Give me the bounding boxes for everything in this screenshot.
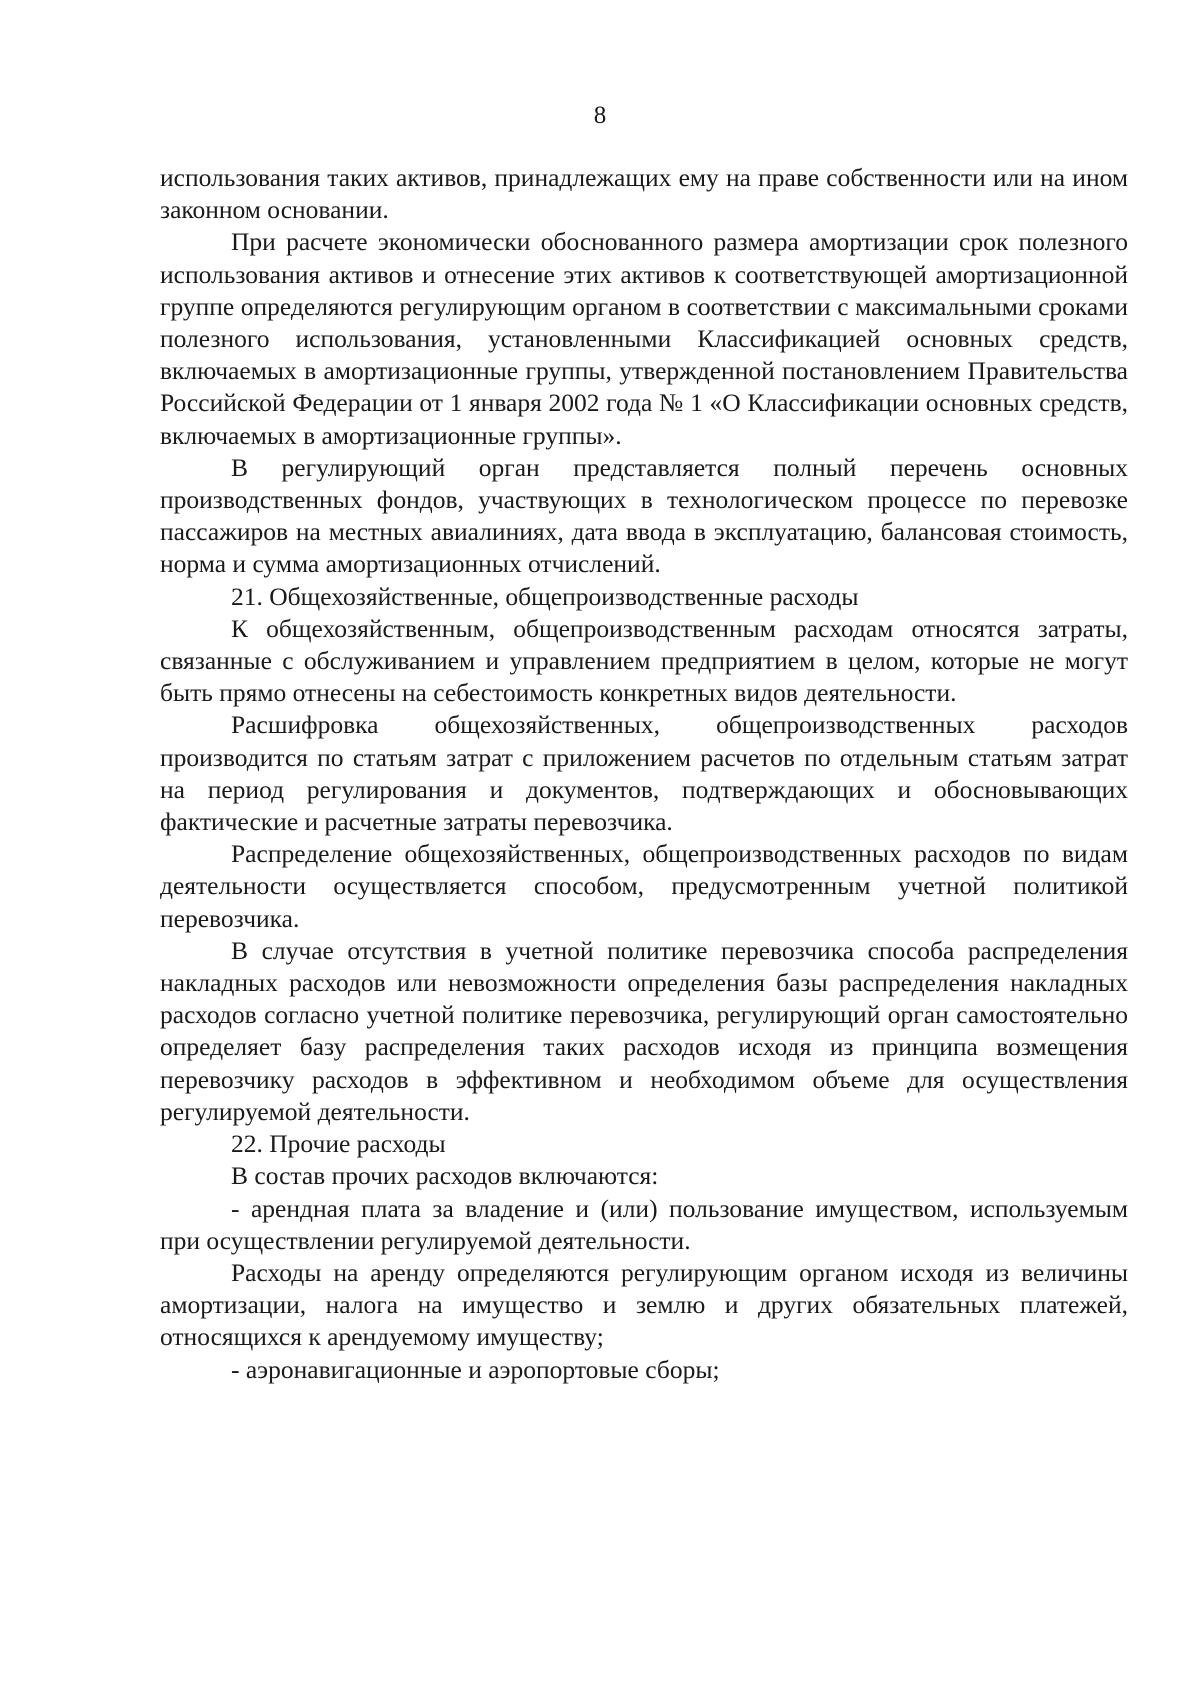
paragraph-amortization-period: При расчете экономически обоснованного размера амортизации срок полезного использования активов и отнесение этих активов к соответствующей амортизационной группе определяются регулирующим органом в соответствии с максимальными сроками полезного использования, установленными Классификацией основных средств, включаемых в амортизационные группы, утвержденной постановлением Правительства Российской Федерации от 1 января 2002 года № 1 «О Классификации основных средств, включаемых в амортизационные группы». bbox=[160, 227, 1128, 450]
paragraph-overhead-base: В случае отсутствия в учетной политике перевозчика способа распределения накладных расходов или невозможности определения базы распределения накладных расходов согласно учетной политике перевозчика, регулирующий орган самостоятельно определяет базу распределения таких расходов исходя из принципа возмещения перевозчику расходов в эффективном и необходимом объеме для осуществления регулируемой деятельности. bbox=[160, 935, 1128, 1126]
paragraph-overhead-definition: К общехозяйственным, общепроизводственным расходам относятся затраты, связанные с обслуживанием и управлением предприятием в целом, которые не могут быть прямо отнесены на себестоимость конкретных видов деятельности. bbox=[160, 613, 1128, 708]
list-item-rent: - арендная плата за владение и (или) пользование имуществом, используемым при осуществлении регулируемой деятельности. bbox=[160, 1193, 1128, 1255]
paragraph-other-costs-intro: В состав прочих расходов включаются: bbox=[231, 1161, 659, 1191]
paragraph-rent-costs: Расходы на аренду определяются регулирующим органом исходя из величины амортизации, налога на имущество и землю и других обязательных платежей, относящихся к арендуемому имуществу; bbox=[160, 1257, 1128, 1352]
document-body bbox=[160, 162, 1128, 1386]
section-heading-22: 22. Прочие расходы bbox=[231, 1129, 446, 1159]
paragraph-overhead-distribution: Распределение общехозяйственных, общепроизводственных расходов по видам деятельности осуществляется способом, предусмотренным учетной политикой перевозчика. bbox=[160, 839, 1128, 933]
paragraph-fixed-assets-list: В регулирующий орган представляется полный перечень основных производственных фондов, участвующих в технологическом процессе по перевозке пассажиров на местных авиалиниях, дата ввода в эксплуатацию, балансовая стоимость, норма и сумма амортизационных отчислений. bbox=[160, 452, 1128, 579]
paragraph-continuation: использования таких активов, принадлежащих ему на праве собственности или на ином законном основании. bbox=[160, 163, 1128, 225]
list-item-navigation-fees: - аэронавигационные и аэропортовые сборы; bbox=[231, 1354, 720, 1384]
section-heading-21: 21. Общехозяйственные, общепроизводственные расходы bbox=[231, 581, 859, 611]
page-number: 8 bbox=[593, 102, 607, 129]
paragraph-overhead-breakdown: Расшифровка общехозяйственных, общепроизводственных расходов производится по статьям затрат с приложением расчетов по отдельным статьям затрат на период регулирования и документов, подтверждающих и обосновывающих фактические и расчетные затраты перевозчика. bbox=[160, 710, 1128, 837]
